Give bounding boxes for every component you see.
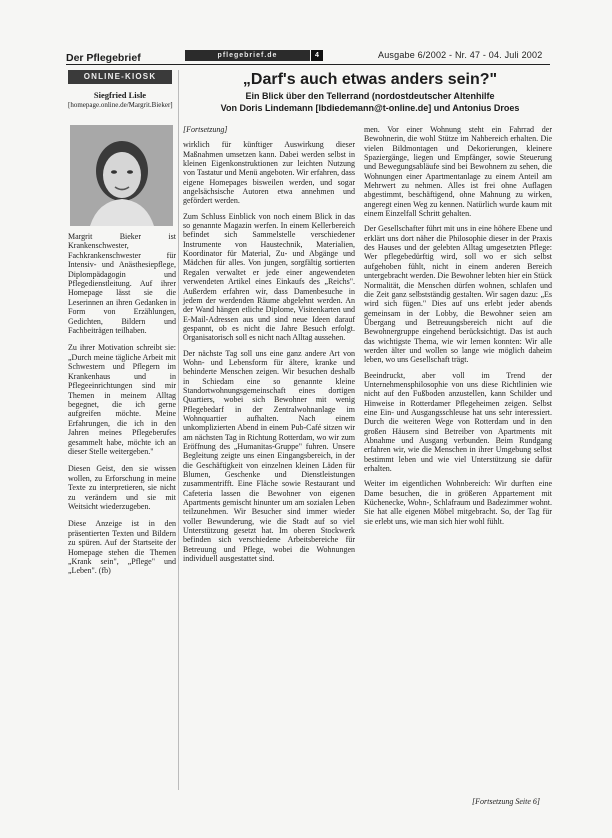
publication-name: Der Pflegebrief bbox=[66, 52, 141, 64]
article-column-1 bbox=[183, 125, 355, 569]
column-divider bbox=[178, 70, 179, 790]
article-paragraph: men. Vor einer Wohnung steht ein Fahrrad der Bewohnerin, die wohl Stütze im Nahbereich erhalten. Die vielen Bildmontagen und Dekorierungen, kleinere Spaziergänge, liegen und Empfänger, sowie Steuerung und Bewegungsabläufe sind bei Bewohnern zu sehen, die Wohnungen einer Apartmentanlage zu einem Anteil am Mehrwert zu nehmen. Alles ist frei ohne Auflagen abgestimmt, beschäftigend, ohne Mahnung zu wirken, angeregt einen Weg zu kennen. Natürlich wurde kaum mit einem Einzelfall Schritt gehalten. bbox=[364, 125, 552, 219]
sidebar-tag: ONLINE-KIOSK bbox=[68, 70, 172, 84]
sidebar-paragraph: Zu ihrer Motivation schreibt sie: „Durch meine tägliche Arbeit mit Schwestern und Pflegern im Krankenhaus und in Pflegeeinrichtungen sind mir Themen in meinem Alltag begegnet, die ich gerne aufgreifen möchte. Meine Erfahrungen, die ich in den Jahren meines Pflegeberufes gesammelt habe, möchte ich an dieser Stelle weitergeben." bbox=[68, 343, 176, 456]
sidebar-paragraph: Diese Anzeige ist in den präsentierten Texten und Bildern zu spüren. Auf der Startseite der Homepage stehen die Themen „Krank sein", „Pflege" und „Leben". (fb) bbox=[68, 519, 176, 576]
article-paragraph: Der nächste Tag soll uns eine ganz andere Art von Wohn- und Lebensform für ältere, kranke und behinderte Menschen zeigen. Wir besuchen deshalb in Schiedam eine so genannte kleine Standortwohnungsgemeinschaft eines dortigen Quartiers, wobei sich Bewohner mit wenig Pflegebedarf in der Zentralwohnanlage im Wohnquartier aufhalten. Nach einem unkomplizierten Abend in einem Pub-Café sitzen wir am nächsten Tag in Richtung Rotterdam, wo wir zum Eröffnung des „Humanitas-Gruppe" fuhren. Unsere Begleitung zeigte uns einen Eingangsbereich, in der die Geschäftigkeit von einzelnen kleinen Läden für Blumen, Geschenke und Dienstleistungen zusammentrifft. Eine Fläche sowie Restaurant und Cafeteria lassen die Bewohner von eigenen Apartments gemischt hinunter um am sozialen Leben teilzunehmen. Wir Besucher sind immer wieder voller Bewunderung, wie die Stadt auf so viel Unterstützung gesetzt hat. Im oberen Stockwerk befinden sich verschiedene Arbeitsbereiche für Betreuung und Pflege, wobei die Wohnungen individuell ausgestattet sind. bbox=[183, 348, 355, 564]
page-number-badge: 4 bbox=[311, 50, 323, 61]
sidebar-name: Siegfried Lisle bbox=[93, 90, 147, 100]
header-divider bbox=[66, 64, 550, 65]
article-paragraph: Weiter im eigentlichen Wohnbereich: Wir durften eine Dame besuchen, die in größeren Appartement mit Küchenecke, Wohn-, Schlafraum und Badezimmer wohnt. Sie hat alle eigenen Möbel mitgebracht. So, der Tag für sie erlebt uns, wie man sich hier wohl fühlt. bbox=[364, 479, 552, 526]
continuation-note: [Fortsetzung Seite 6] bbox=[472, 797, 540, 806]
article-paragraph: Beeindruckt, aber voll im Trend der Unternehmensphilosophie von uns diese Richtlinien wie nicht auf den Fußboden anzustellen, kann Schilder und Hinweise in Rotterdamer Pflegeheimen zeigen. Selbst eine Ein- und Ausgangsschleuse hat uns sehr interessiert. Durch die weiteren Wege von Rotterdam und in den großen Häusern sind Betreiber von Apartments mit Abnahme und Ausgang verbunden. Beim Rundgang erfahren wir, wie die Menschen in ihrer Umgebung selbst bestimmt leben und wie viel Unterstützung sie dafür erhalten. bbox=[364, 370, 552, 474]
article-paragraph: wirklich für künftiger Auswirkung dieser Maßnahmen umsetzen kann. Dabei werden selbst in kleinen Eigenkonstruktionen zur leichten Nutzung von Tastatur und Menü angeboten. Wir erfahren, dass eigene Homepages bisweilen werden, und sogar angelsächsische Autoren etwa annehmen und gefördert werden. bbox=[183, 140, 355, 206]
header-badge: pflegebrief.de bbox=[185, 50, 310, 61]
sidebar-paragraph: Margrit Bieker ist Krankenschwester, Fachkrankenschwester für Intensiv- und Anästhesiepflege, Diplompädagogin und Pflegedienstleitung. Auf ihrer Homepage lässt sie die Leserinnen an ihren Gedanken in Form von Erzählungen, Gedichten, Bildern und Fachbeiträgen teilhaben. bbox=[68, 232, 176, 336]
sidebar-email: [homepage.online.de/Margrit.Bieker] bbox=[68, 101, 173, 109]
sidebar-paragraph: Diesen Geist, den sie wissen wollen, zu Erforschung in meine Texte zu interpretieren, sie nicht zu verändern und sie mit Weitsicht wiederzugeben. bbox=[68, 464, 176, 511]
article-authors: Von Doris Lindemann [lbdiedemann@t-online.de] und Antonius Droes bbox=[220, 103, 520, 113]
article-paragraph: Der Gesellschafter führt mit uns in eine höhere Ebene und erklärt uns dort näher die Philosophie dieser in der Praxis des Hauses und der gelebten Alltag umgesetzten Pflege: Wer pflegebedürftig wird, soll wo er sich selbst aufgehoben fühlt, nicht in einem anderen Bereich untergebracht werden. Die Bewohner lebten hier ein Stück Normalität, die Menschen dürfen wohnen, schlafen und die Zeit ganz selbstständig gestalten. Wir sagen dazu: „Es wird sich fügen." Dies auf uns erlebt jeder abends gemeinsam in der Lobby, die Bewohner seien am Übergang und Betreuungsbereich nicht auf die Bewohnergruppe eingehend berücksichtigt. Das ist auch das wichtigste Thema, wie wir lernen konnten: Wir alle werden älter und wollen so lange wie möglich daheim leben, wo uns Gesellschaft trägt. bbox=[364, 224, 552, 365]
author-photo bbox=[70, 125, 173, 226]
article-title: „Darf's auch etwas anders sein?" bbox=[242, 71, 498, 88]
sidebar-body bbox=[68, 232, 176, 584]
issue-info: Ausgabe 6/2002 - Nr. 47 - 04. Juli 2002 bbox=[378, 50, 543, 60]
continuation-kicker: [Fortsetzung] bbox=[183, 125, 228, 134]
article-paragraph: Zum Schluss Einblick von noch einem Blick in das so genannte Magazin werfen. In einem Kellerbereich befindet sich Sammelstelle verschiedener Instrumente von Haustechnik, Materialien, Koordinator für Material, Zu- und Abgänge und Mädchen für alles. Von jungen, sorgfältig sortierten Regalen verwaltet er jede einer angewendeten verwendeten Artikel eines Einkaufs des „Reichs". Außerdem erfahren wir, dass Damenbesuche in jedem der werdenden Räume abgelehnt werden. An der Wand hängen etliche Diplome, Visitenkarten und E-Mail-Adressen aus und sind neue Ideen darauf gespannt, ob es nicht die Jahre Besuch erfolgt. Organisatorisch soll es nicht nach Alltag aussehen. bbox=[183, 211, 355, 343]
article-subtitle: Ein Blick über den Tellerrand (nordostdeutscher Altenhilfe bbox=[245, 91, 495, 101]
article-column-2 bbox=[364, 125, 552, 532]
